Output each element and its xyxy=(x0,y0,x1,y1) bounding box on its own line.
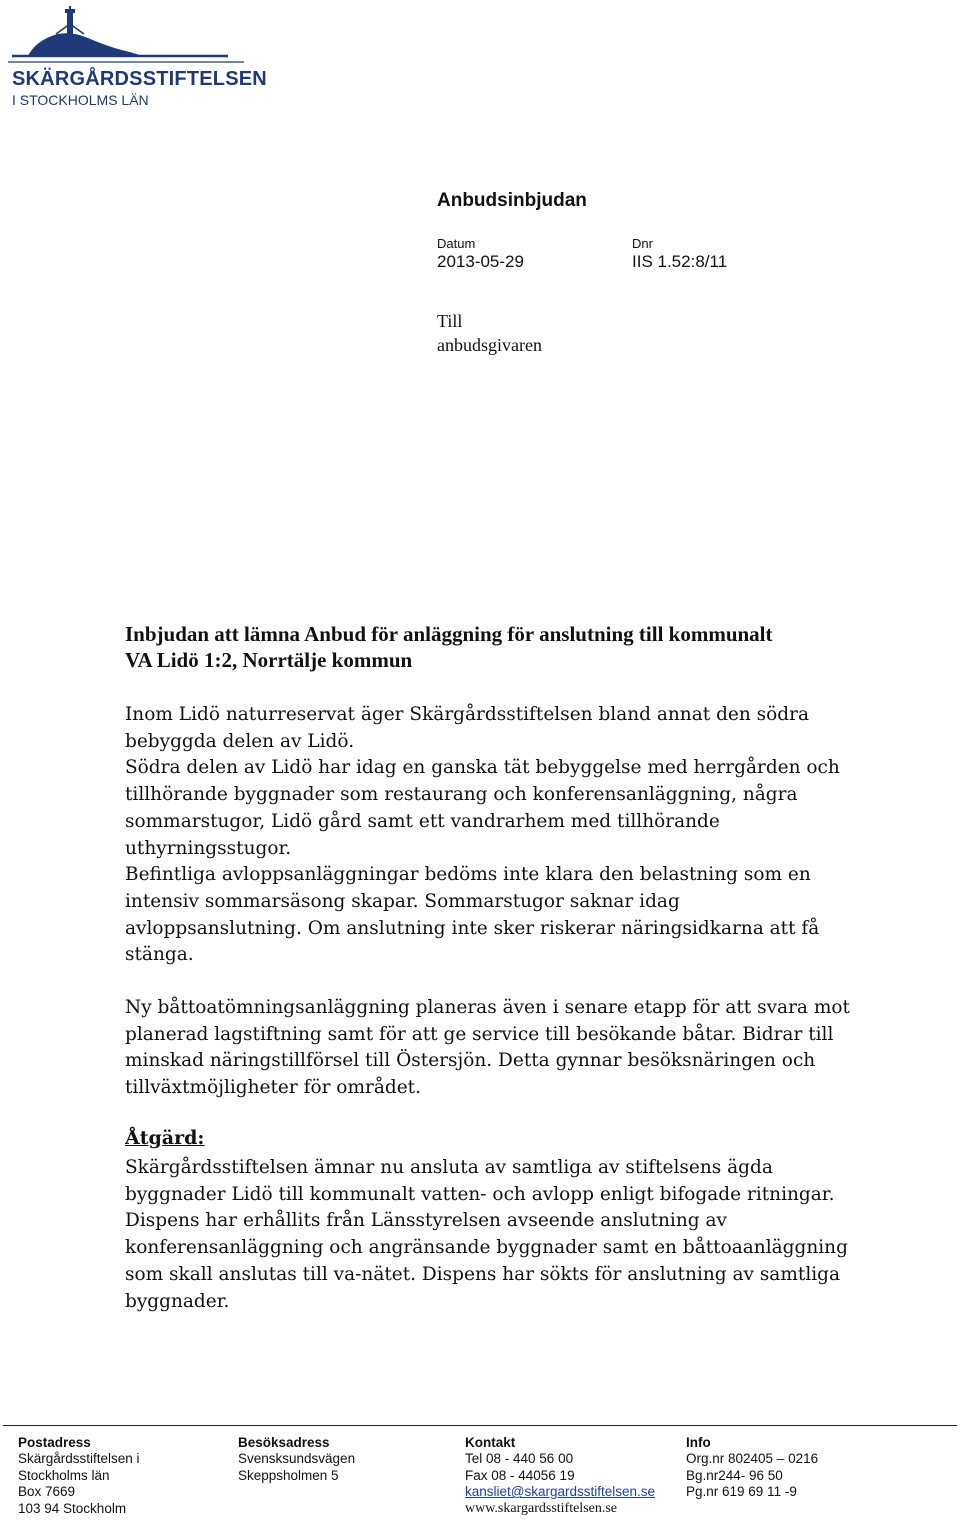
organization-logo xyxy=(6,4,267,114)
recipient-line: anbudsgivaren xyxy=(437,335,542,355)
footer-postal-address xyxy=(18,1435,140,1517)
footer-heading: Besöksadress xyxy=(238,1435,330,1450)
date-value: 2013-05-29 xyxy=(437,252,524,271)
logo-name: SKÄRGÅRDSSTIFTELSEN xyxy=(12,68,267,90)
text-line: tillväxtmöjligheter för området. xyxy=(125,1077,421,1099)
recipient xyxy=(437,309,542,357)
phone-number: Tel 08 - 440 56 00 xyxy=(465,1451,574,1467)
text-line: uthyrningsstugor. xyxy=(125,837,292,859)
reference-label: Dnr xyxy=(632,236,653,251)
boat-paragraph xyxy=(125,995,885,1102)
text-line: Ny båttoatömningsanläggning planeras även i senare etapp för att svara mot xyxy=(125,997,850,1018)
title-line: Inbjudan att lämna Anbud för anläggning för anslutning till kommunalt xyxy=(125,622,773,646)
action-paragraph xyxy=(125,1155,885,1315)
text-line: konferensanläggning och angränsande byggnader samt en båttoaanläggning xyxy=(125,1237,848,1259)
fax-number: Fax 08 - 44056 19 xyxy=(465,1467,575,1483)
action-heading: Åtgärd: xyxy=(125,1127,205,1149)
title-line: VA Lidö 1:2, Norrtälje kommun xyxy=(125,648,413,672)
email-link[interactable]: kansliet@skargardsstiftelsen.se xyxy=(465,1484,656,1500)
lighthouse-island-icon xyxy=(6,4,246,74)
bankgiro-number: Bg.nr244- 96 50 xyxy=(686,1467,783,1483)
text-line: tillhörande byggnader som restaurang och konferensanläggning, några xyxy=(125,784,798,806)
website-link[interactable]: www.skargardsstiftelsen.se xyxy=(465,1500,618,1516)
text-line: Dispens har erhållits från Länsstyrelsen avseende anslutning av xyxy=(125,1210,727,1232)
text-line: sommarstugor, Lidö gård samt ett vandrarhem med tillhörande xyxy=(125,810,720,832)
footer-text: Skärgårdsstiftelsen i xyxy=(18,1451,140,1467)
text-line: byggnader. xyxy=(125,1290,230,1312)
text-line: som skall anslutas till va-nätet. Dispens har sökts för anslutning av samtliga xyxy=(125,1263,841,1285)
reference-value: IIS 1.52:8/11 xyxy=(632,252,728,271)
footer-text: Svensksundsvägen xyxy=(238,1451,356,1467)
footer-text: Stockholms län xyxy=(18,1467,110,1483)
footer-text: Box 7669 xyxy=(18,1484,76,1500)
text-line: bebyggda delen av Lidö. xyxy=(125,730,355,752)
text-line: Inom Lidö naturreservat äger Skärgårdsstiftelsen bland annat den södra xyxy=(125,704,810,725)
footer-visiting-address xyxy=(238,1435,355,1484)
footer-divider xyxy=(3,1425,957,1426)
text-line: intensiv sommarsäsong skapar. Sommarstugor saknar idag xyxy=(125,890,680,912)
text-line: planerad lagstiftning samt för att ge service till besökande båtar. Bidrar till xyxy=(125,1023,834,1045)
date-label: Datum xyxy=(437,236,476,251)
org-number: Org.nr 802405 – 0216 xyxy=(686,1451,819,1467)
text-line: Södra delen av Lidö har idag en ganska tät bebyggelse med herrgården och xyxy=(125,757,840,779)
text-line: byggnader Lidö till kommunalt vatten- och avlopp enligt bifogade ritningar. xyxy=(125,1183,835,1205)
text-line: minskad näringstillförsel till Östersjön. Detta gynnar besöksnäringen och xyxy=(125,1050,816,1072)
letter-title xyxy=(125,621,915,673)
intro-paragraph xyxy=(125,702,885,969)
document-type: Anbudsinbjudan xyxy=(437,190,587,211)
footer-heading: Info xyxy=(686,1435,711,1450)
recipient-line: Till xyxy=(437,311,463,331)
footer-info xyxy=(686,1435,818,1501)
text-line: Skärgårdsstiftelsen ämnar nu ansluta av samtliga av stiftelsens ägda xyxy=(125,1157,773,1178)
logo-subtitle: I STOCKHOLMS LÄN xyxy=(12,92,149,108)
footer-text: 103 94 Stockholm xyxy=(18,1500,127,1516)
text-line: stänga. xyxy=(125,944,194,966)
footer-heading: Kontakt xyxy=(465,1435,516,1450)
footer-heading: Postadress xyxy=(18,1435,91,1450)
text-line: Befintliga avloppsanläggningar bedöms inte klara den belastning som en xyxy=(125,864,811,886)
text-line: avloppsanslutning. Om anslutning inte sker riskerar näringsidkarna att få xyxy=(125,917,820,939)
footer-text: Skeppsholmen 5 xyxy=(238,1467,339,1483)
footer-contact xyxy=(465,1435,655,1517)
plusgiro-number: Pg.nr 619 69 11 -9 xyxy=(686,1484,797,1500)
